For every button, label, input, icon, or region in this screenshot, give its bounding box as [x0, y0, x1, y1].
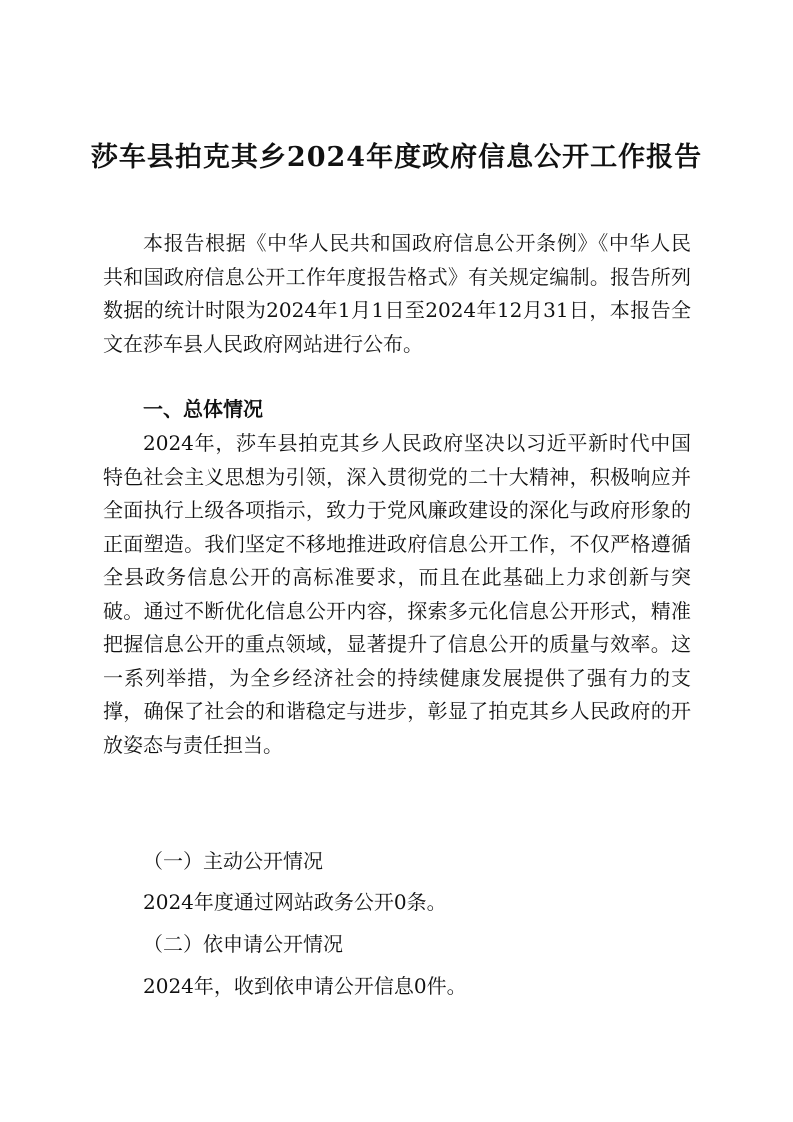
- subsection-heading-proactive: （一）主动公开情况: [143, 849, 323, 873]
- on-request-paragraph: 2024年，收到依申请公开信息0件。: [143, 974, 467, 998]
- intro-paragraph: 本报告根据《中华人民共和国政府信息公开条例》《中华人民共和国政府信息公开工作年度报告格式》有关规定编制。报告所列数据的统计时限为2024年1月1日至2024年12月31日，本报告全文在莎车县人民政府网站进行公布。: [103, 231, 691, 356]
- subsection-heading-on-request: （二）依申请公开情况: [143, 932, 343, 956]
- section-heading-overview: 一、总体情况: [143, 397, 263, 421]
- report-title: 莎车县拍克其乡2024年度政府信息公开工作报告: [90, 142, 703, 173]
- proactive-paragraph: 2024年度通过网站政务公开0条。: [143, 890, 447, 914]
- overview-paragraph: 2024年，莎车县拍克其乡人民政府坚决以习近平新时代中国特色社会主义思想为引领，深入贯彻党的二十大精神，积极响应并全面执行上级各项指示，致力于党风廉政建设的深化与政府形象的正面塑造。我们坚定不移地推进政府信息公开工作，不仅严格遵循全县政务信息公开的高标准要求，而且在此基础上力求创新与突破。通过不断优化信息公开内容，探索多元化信息公开形式，精准把握信息公开的重点领域，显著提升了信息公开的质量与效率。这一系列举措，为全乡经济社会的持续健康发展提供了强有力的支撑，确保了社会的和谐稳定与进步，彰显了拍克其乡人民政府的开放姿态与责任担当。: [103, 431, 691, 757]
